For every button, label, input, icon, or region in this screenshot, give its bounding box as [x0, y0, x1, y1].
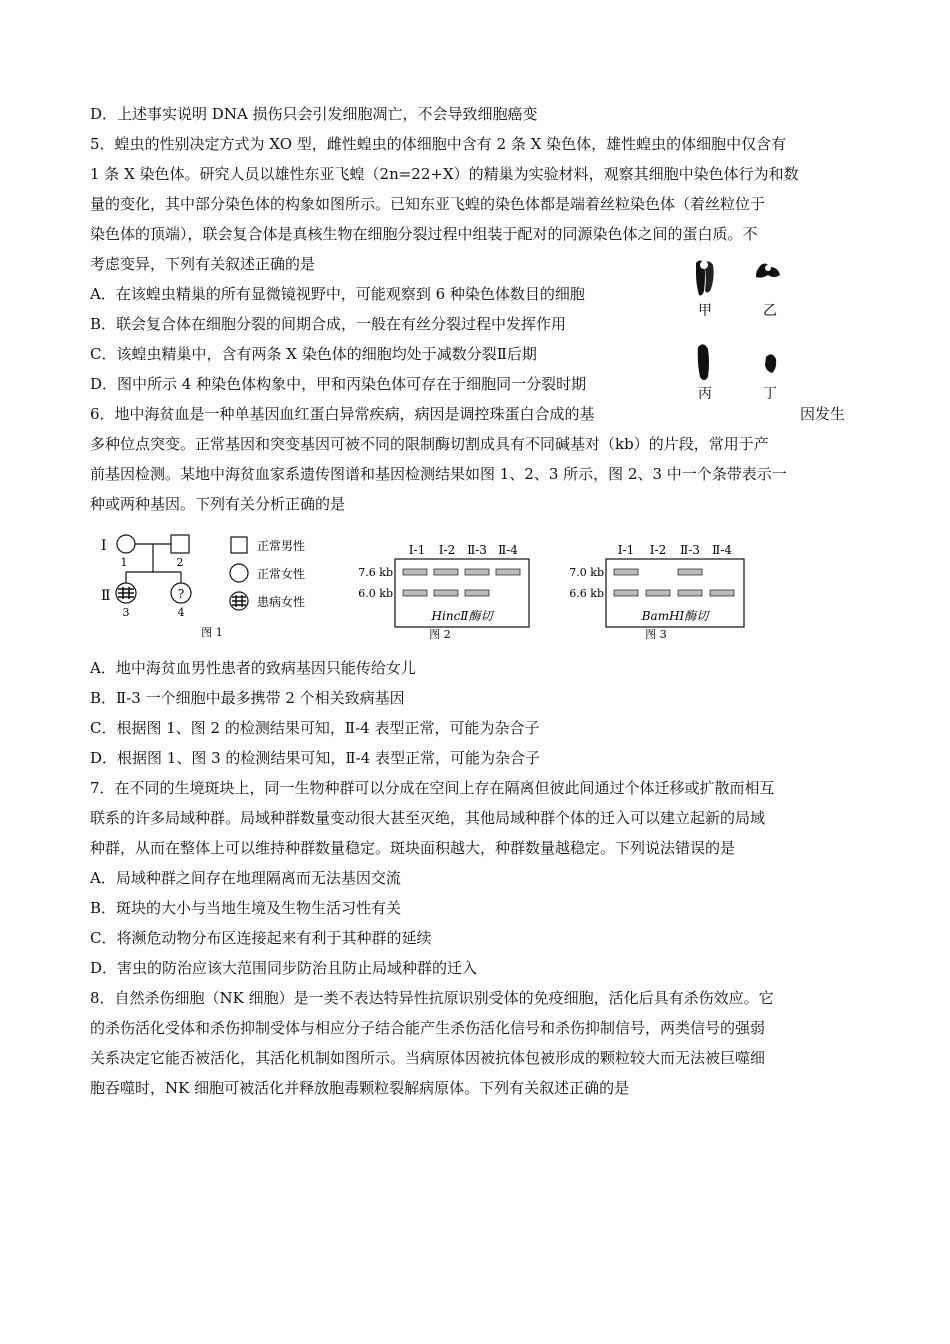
legend-affected-label: 患病女性	[257, 595, 306, 609]
pedigree-num-3: 3	[122, 606, 130, 619]
q7-option-d: D．害虫的防治应该大范围同步防治且防止局域种群的迁入	[90, 959, 478, 977]
q7-option-c: C．将濒危动物分布区连接起来有利于其种群的延续	[90, 929, 432, 947]
q5-option-d: D．图中所示 4 种染色体构象中，甲和丙染色体可存在于细胞同一分裂时期	[90, 375, 587, 393]
q7-stem-2: 联系的许多局域种群。局域种群数量变动很大甚至灭绝，其他局域种群个体的迁入可以建立起新的局域	[90, 809, 766, 827]
q8-stem-2: 的杀伤活化受体和杀伤抑制受体与相应分子结合能产生杀伤活化信号和杀伤抑制信号，两类信号的强弱	[90, 1019, 766, 1037]
chromosome-label-yi: 乙	[763, 303, 777, 319]
legend-female-label: 正常女性	[257, 567, 306, 581]
gel3-size-bottom: 6.6 kb	[569, 587, 604, 600]
q5-stem-5: 考虑变异，下列有关叙述正确的是	[90, 255, 316, 273]
q6-stem-1: 6．地中海贫血是一种单基因血红蛋白异常疾病，病因是调控珠蛋白合成的基	[90, 405, 595, 423]
figure-2-caption: 图 2	[429, 628, 451, 641]
pedigree-question-mark: ?	[177, 587, 185, 601]
q6-option-d: D．根据图 1、图 3 的检测结果可知，Ⅱ-4 表型正常，可能为杂合子	[90, 749, 540, 767]
q8-stem-1: 8．自然杀伤细胞（NK 细胞）是一类不表达特异性抗原识别受体的免疫细胞，活化后具有杀伤效应。它	[90, 989, 774, 1007]
q5-stem-2: 1 条 X 染色体。研究人员以雄性东亚飞蝗（2n=22+X）的精巢为实验材料，观察其细胞中染色体行为和数	[90, 165, 799, 183]
q5-stem-4: 染色体的顶端），联会复合体是真核生物在细胞分裂过程中组装于配对的同源染色体之间的蛋白质。不	[90, 225, 758, 243]
pedigree-figure-1	[95, 528, 335, 643]
q5-option-c: C．该蝗虫精巢中，含有两条 X 染色体的细胞均处于减数分裂Ⅱ后期	[90, 345, 537, 363]
chromosome-label-ding: 丁	[763, 386, 777, 402]
gel3-band	[614, 590, 638, 596]
pedigree-i2-male	[171, 535, 189, 553]
gel3-size-top: 7.0 kb	[569, 566, 604, 579]
legend-female-icon	[230, 564, 248, 582]
chromosome-label-jia: 甲	[698, 303, 712, 319]
gel2-enzyme-label: HincⅡ酶切	[431, 609, 493, 623]
gel2-band	[465, 590, 489, 596]
gel2-lane-label-1: Ⅰ-1	[408, 543, 426, 557]
pedigree-i1-female	[117, 535, 135, 553]
q8-stem-3: 关系决定它能否被活化，其活化机制如图所示。当病原体因被抗体包被形成的颗粒较大而无法被巨噬细	[90, 1049, 766, 1067]
q6-stem-1-tail: 因发生	[800, 405, 846, 423]
q8-stem-4: 胞吞噬时，NK 细胞可被活化并释放胞毒颗粒裂解病原体。下列有关叙述正确的是	[90, 1079, 630, 1097]
chromosome-figure	[680, 255, 800, 405]
gel3-lane-label-2: Ⅰ-2	[649, 543, 667, 557]
chromosome-label-bing: 丙	[698, 386, 712, 402]
q5-stem-1: 5．蝗虫的性别决定方式为 XO 型，雌性蝗虫的体细胞中含有 2 条 X 染色体，雄性蝗虫的体细胞中仅含有	[90, 135, 787, 153]
q4-option-d: D．上述事实说明 DNA 损伤只会引发细胞凋亡，不会导致细胞癌变	[90, 105, 538, 123]
q5-stem-3: 量的变化，其中部分染色体的构象如图所示。已知东亚飞蝗的染色体都是端着丝粒染色体（着丝粒位于	[90, 195, 766, 213]
generation-label-i: Ⅰ	[101, 538, 107, 554]
figure-1-caption: 图 1	[201, 626, 223, 639]
pedigree-num-4: 4	[177, 606, 185, 619]
q6-stem-3: 前基因检测。某地中海贫血家系遗传图谱和基因检测结果如图 1、2、3 所示，图 2、3 中一个条带表示一	[90, 465, 787, 483]
gel3-lane-label-1: Ⅰ-1	[617, 543, 635, 557]
gel2-size-top: 7.6 kb	[358, 566, 393, 579]
gel3-band	[614, 569, 638, 575]
gel3-lane-label-3: Ⅱ-3	[680, 543, 700, 557]
q5-option-b: B．联会复合体在细胞分裂的间期合成，一般在有丝分裂过程中发挥作用	[90, 315, 567, 333]
q5-option-a: A．在该蝗虫精巢的所有显微镜视野中，可能观察到 6 种染色体数目的细胞	[90, 285, 585, 303]
legend-male-label: 正常男性	[257, 539, 306, 553]
gel2-band	[434, 590, 458, 596]
chromosome-jia	[696, 261, 714, 296]
gel2-band	[465, 569, 489, 575]
gel3-band	[678, 569, 702, 575]
q7-option-a: A．局域种群之间存在地理隔离而无法基因交流	[90, 869, 401, 887]
gel-figure-2	[345, 538, 540, 643]
gel3-band	[646, 590, 670, 596]
gel3-band	[678, 590, 702, 596]
gel2-lane-label-3: Ⅱ-3	[467, 543, 487, 557]
gel2-size-bottom: 6.0 kb	[358, 587, 393, 600]
chromosome-bing	[698, 344, 709, 380]
gel2-lane-label-2: Ⅰ-2	[438, 543, 456, 557]
generation-label-ii: Ⅱ	[101, 588, 111, 604]
chromosome-yi	[756, 263, 780, 277]
gel3-lane-label-4: Ⅱ-4	[712, 543, 732, 557]
q6-stem-2: 多种位点突变。正常基因和突变基因可被不同的限制酶切割成具有不同碱基对（kb）的片段，常用于产	[90, 435, 769, 453]
gel2-band	[496, 569, 520, 575]
q7-stem-1: 7．在不同的生境斑块上，同一生物种群可以分成在空间上存在隔离但彼此间通过个体迁移或扩散而相互	[90, 779, 775, 797]
gel3-enzyme-label: BamHⅠ酶切	[641, 609, 709, 623]
chromosome-ding	[765, 354, 776, 373]
gel3-band	[710, 590, 734, 596]
gel2-lane-label-4: Ⅱ-4	[498, 543, 518, 557]
gel-figure-3	[560, 538, 760, 643]
q7-stem-3: 种群，从而在整体上可以维持种群数量稳定。斑块面积越大，种群数量越稳定。下列说法错误的是	[90, 839, 736, 857]
q6-option-c: C．根据图 1、图 2 的检测结果可知，Ⅱ-4 表型正常，可能为杂合子	[90, 719, 540, 737]
legend-male-icon	[231, 537, 247, 553]
pedigree-num-2: 2	[176, 556, 184, 569]
q6-option-b: B．Ⅱ-3 一个细胞中最多携带 2 个相关致病基因	[90, 689, 405, 707]
q7-option-b: B．斑块的大小与当地生境及生物生活习性有关	[90, 899, 402, 917]
figure-3-caption: 图 3	[645, 628, 667, 641]
legend-affected-icon	[230, 592, 248, 610]
q6-stem-4: 种或两种基因。下列有关分析正确的是	[90, 495, 346, 513]
pedigree-num-1: 1	[120, 556, 128, 569]
q6-option-a: A．地中海贫血男性患者的致病基因只能传给女儿	[90, 659, 416, 677]
gel2-band	[434, 569, 458, 575]
gel2-band	[403, 590, 427, 596]
gel2-band	[403, 569, 427, 575]
pedigree-ii3-affected-female	[116, 583, 136, 603]
